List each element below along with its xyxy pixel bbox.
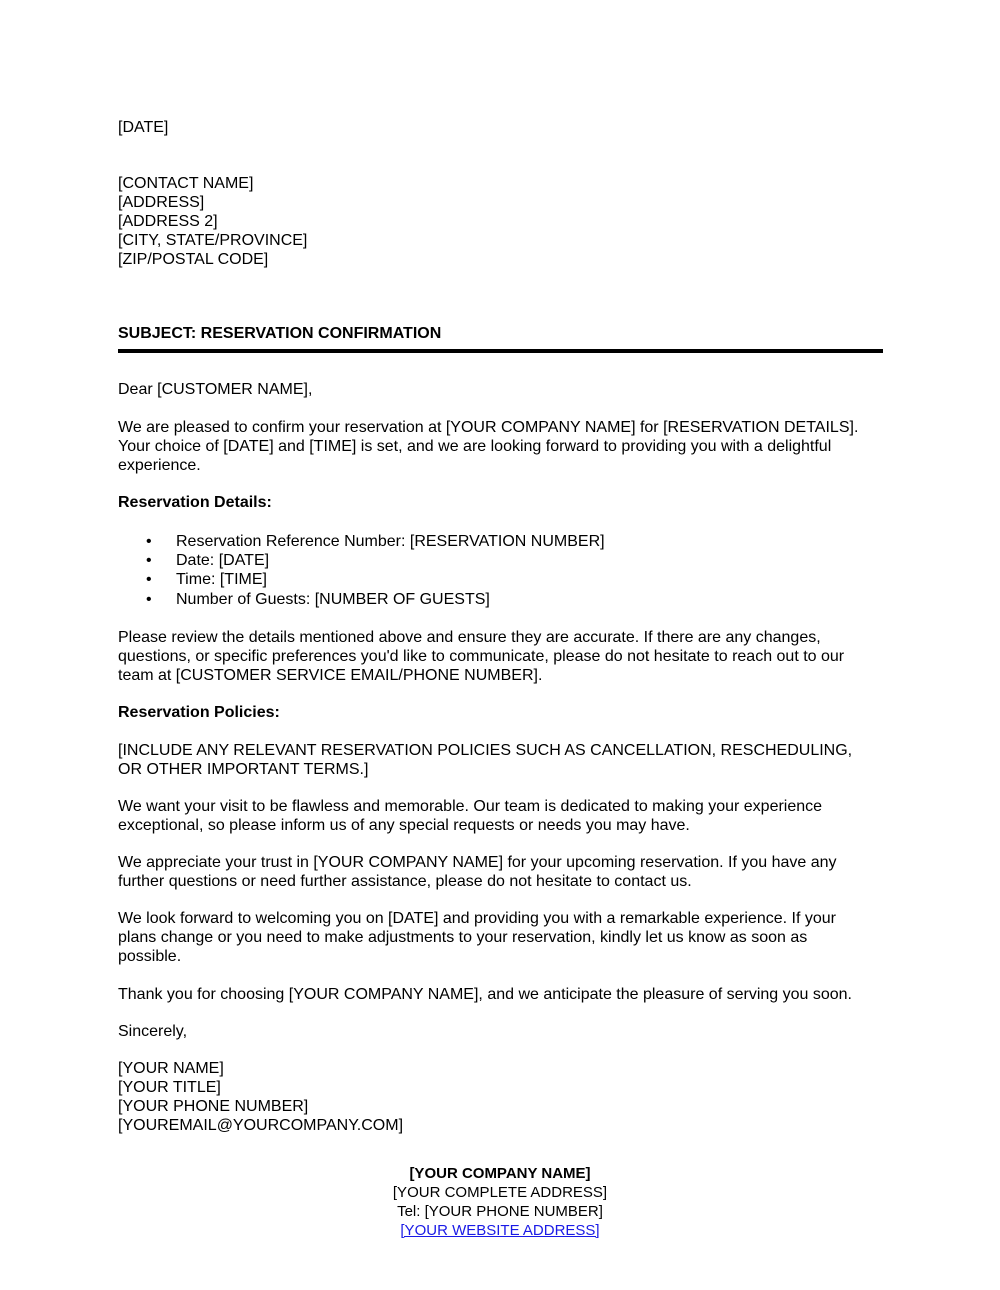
details-heading: Reservation Details: [118, 494, 272, 511]
recipient-name: [CONTACT NAME] [118, 175, 254, 192]
footer-address: [YOUR COMPLETE ADDRESS] [392, 1184, 608, 1201]
bullet-icon: • [146, 591, 152, 608]
bullet-icon: • [146, 552, 152, 569]
visit-line-2: exceptional, so please inform us of any special requests or needs you may have. [118, 817, 690, 834]
appreciate-line-2: further questions or need further assistance, please do not hesitate to contact us. [118, 873, 692, 890]
footer-phone: Tel: [YOUR PHONE NUMBER] [397, 1203, 603, 1220]
look-forward-line-1: We look forward to welcoming you on [DATE] and providing you with a remarkable experience. If your [118, 910, 836, 927]
intro-line-3: experience. [118, 457, 201, 474]
recipient-address-2: [ADDRESS 2] [118, 213, 218, 230]
review-line-1: Please review the details mentioned above and ensure they are accurate. If there are any changes, [118, 629, 821, 646]
closing: Sincerely, [118, 1023, 188, 1040]
letter-date: [DATE] [118, 119, 169, 136]
intro-line-2: Your choice of [DATE] and [TIME] is set, and we are looking forward to providing you with a delightful [118, 438, 832, 455]
signature-phone: [YOUR PHONE NUMBER] [118, 1098, 309, 1115]
letter-footer [0, 1164, 1000, 1240]
bullet-icon: • [146, 571, 152, 588]
subject-line: SUBJECT: RESERVATION CONFIRMATION [118, 325, 442, 342]
visit-line-1: We want your visit to be flawless and memorable. Our team is dedicated to making your experience [118, 798, 823, 815]
review-line-3: team at [CUSTOMER SERVICE EMAIL/PHONE NUMBER]. [118, 667, 543, 684]
look-forward-line-3: possible. [118, 948, 182, 965]
signature-name: [YOUR NAME] [118, 1060, 224, 1077]
review-line-2: questions, or specific preferences you'd like to communicate, please do not hesitate to reach out to our [118, 648, 845, 665]
policies-line-1: [INCLUDE ANY RELEVANT RESERVATION POLICIES SUCH AS CANCELLATION, RESCHEDULING, [118, 742, 853, 759]
signature-email: [YOUREMAIL@YOURCOMPANY.COM] [118, 1117, 404, 1134]
recipient-zip: [ZIP/POSTAL CODE] [118, 251, 269, 268]
policies-heading: Reservation Policies: [118, 704, 280, 721]
subject-divider [118, 349, 883, 353]
signature-title: [YOUR TITLE] [118, 1079, 221, 1096]
footer-website-link[interactable]: [YOUR WEBSITE ADDRESS] [400, 1222, 600, 1239]
recipient-city: [CITY, STATE/PROVINCE] [118, 232, 308, 249]
intro-line-1: We are pleased to confirm your reservation at [YOUR COMPANY NAME] for [RESERVATION DETAILS]. [118, 419, 859, 436]
look-forward-line-2: plans change or you need to make adjustments to your reservation, kindly let us know as soon as [118, 929, 808, 946]
thanks-line: Thank you for choosing [YOUR COMPANY NAME], and we anticipate the pleasure of serving you soon. [118, 986, 852, 1003]
appreciate-line-1: We appreciate your trust in [YOUR COMPANY NAME] for your upcoming reservation. If you have any [118, 854, 837, 871]
policies-line-2: OR OTHER IMPORTANT TERMS.] [118, 761, 369, 778]
salutation: Dear [CUSTOMER NAME], [118, 381, 313, 398]
recipient-address: [ADDRESS] [118, 194, 205, 211]
footer-company-name: [YOUR COMPANY NAME] [409, 1165, 591, 1182]
bullet-icon: • [146, 533, 152, 550]
